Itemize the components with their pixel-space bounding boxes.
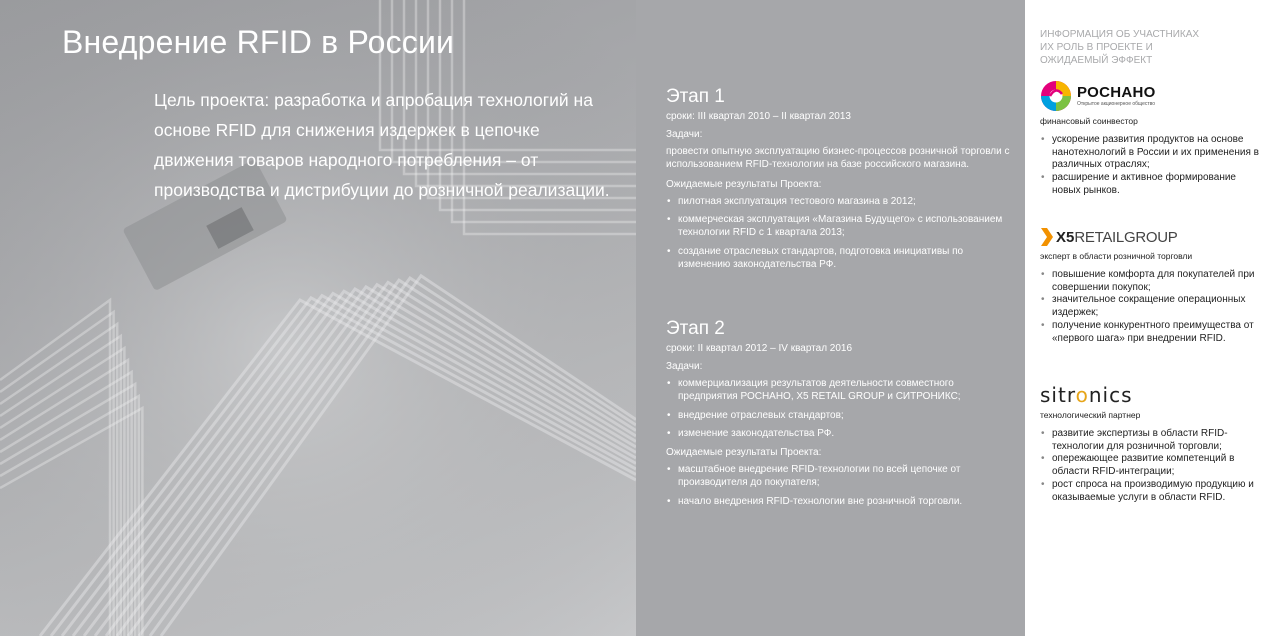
stage-2-results-label: Ожидаемые результаты Проекта: (666, 447, 822, 459)
x5-chevron-icon (1040, 227, 1054, 247)
list-item: • создание отраслевых стандартов, подготовка инициативы по изменению законодательства РФ. (666, 246, 1016, 272)
stage-1-section (666, 86, 1016, 278)
rosnano-logo-icon (1040, 80, 1072, 112)
partner-sitronics (1040, 384, 1265, 504)
stage-1-results-label: Ожидаемые результаты Проекта: (666, 178, 822, 190)
list-item: • повышение комфорта для покупателей при совершении покупок; (1040, 269, 1265, 294)
list-item: • расширение и активное формирование новых рынков. (1040, 172, 1265, 197)
stages-panel (636, 0, 1025, 636)
list-item: • коммерческая эксплуатация «Магазина Будущего» с использованием технологии RFID с 1 квартала 2013; (666, 214, 1016, 240)
list-item: • начало внедрения RFID-технологии вне розничной торговли. (666, 496, 1016, 509)
sitronics-logo-part-1: sitr (1040, 383, 1076, 407)
stage-1-tasks-label: Задачи: (666, 129, 703, 140)
list-item: • коммерциализация результатов деятельности совместного предприятия РОСНАНО, X5 RETAIL GROUP и СИТРОНИКС; (666, 378, 1016, 404)
stage-1-title: Этап 1 (666, 86, 725, 107)
list-item: • рост спроса на производимую продукцию и оказываемые услуги в области RFID. (1040, 479, 1265, 504)
stage-2-title: Этап 2 (666, 318, 725, 339)
rosnano-role: финансовый соинвестор (1040, 116, 1138, 126)
sitronics-role: технологический партнер (1040, 410, 1141, 420)
list-item: • ускорение развития продуктов на основе нанотехнологий в России и их применения в различных отраслях; (1040, 134, 1265, 172)
x5-logo-bold: X5 (1056, 228, 1075, 246)
stage-1-tasks-text: провести опытную эксплуатацию бизнес-процессов розничной торговли с использованием RFID-технологии на базе российского магазина. (666, 146, 1010, 170)
partner-x5-retail-group (1040, 227, 1265, 345)
participants-panel (1025, 0, 1272, 636)
stage-2-dates: сроки: II квартал 2012 – IV квартал 2016 (666, 343, 853, 354)
rosnano-logo (1040, 80, 1265, 112)
sitronics-logo-part-2: nics (1088, 383, 1133, 407)
x5-logo-rest: RETAILGROUP (1074, 228, 1178, 246)
page-title: Внедрение RFID в России (62, 24, 455, 60)
participants-heading: ИНФОРМАЦИЯ ОБ УЧАСТНИКАХ ИХ РОЛЬ В ПРОЕКТЕ И ОЖИДАЕМЫЙ ЭФФЕКТ (1040, 29, 1200, 66)
x5-effects-list (1040, 269, 1265, 345)
stage-2-tasks-label: Задачи: (666, 361, 703, 372)
x5-logo (1040, 227, 1265, 247)
x5-role: эксперт в области розничной торговли (1040, 251, 1193, 261)
stage-1-dates: сроки: III квартал 2010 – II квартал 2013 (666, 111, 851, 122)
sitronics-effects-list (1040, 428, 1265, 504)
list-item: • развитие экспертизы в области RFID-технологии для розничной торговли; (1040, 428, 1265, 453)
list-item: • изменение законодательства РФ. (666, 428, 1016, 441)
rosnano-logo-name: РОСНАНО (1077, 84, 1156, 101)
stage-2-tasks-list (666, 378, 1016, 441)
list-item: • получение конкурентного преимущества от «первого шага» при внедрении RFID. (1040, 320, 1265, 345)
stage-1-results-list (666, 196, 1016, 272)
rosnano-logo-subtitle: Открытое акционерное общество (1077, 101, 1156, 107)
list-item: • значительное сокращение операционных издержек; (1040, 294, 1265, 319)
rosnano-effects-list (1040, 134, 1265, 198)
list-item: • внедрение отраслевых стандартов; (666, 410, 1016, 423)
list-item: • масштабное внедрение RFID-технологии по всей цепочке от производителя до покупателя; (666, 464, 1016, 490)
list-item: • пилотная эксплуатация тестового магазина в 2012; (666, 196, 1016, 209)
partner-rosnano (1040, 80, 1265, 198)
list-item: • опережающее развитие компетенций в области RFID-интеграции; (1040, 453, 1265, 478)
sitronics-logo (1040, 384, 1265, 406)
stage-2-results-list (666, 464, 1016, 508)
stage-2-section (666, 318, 1016, 515)
project-goal-text: Цель проекта: разработка и апробация технологий на основе RFID для снижения издержек в цепочке движения товаров народного потребления – от производства и дистрибуции до розничной реализации. (154, 90, 610, 200)
sitronics-logo-accent: o (1075, 383, 1089, 407)
